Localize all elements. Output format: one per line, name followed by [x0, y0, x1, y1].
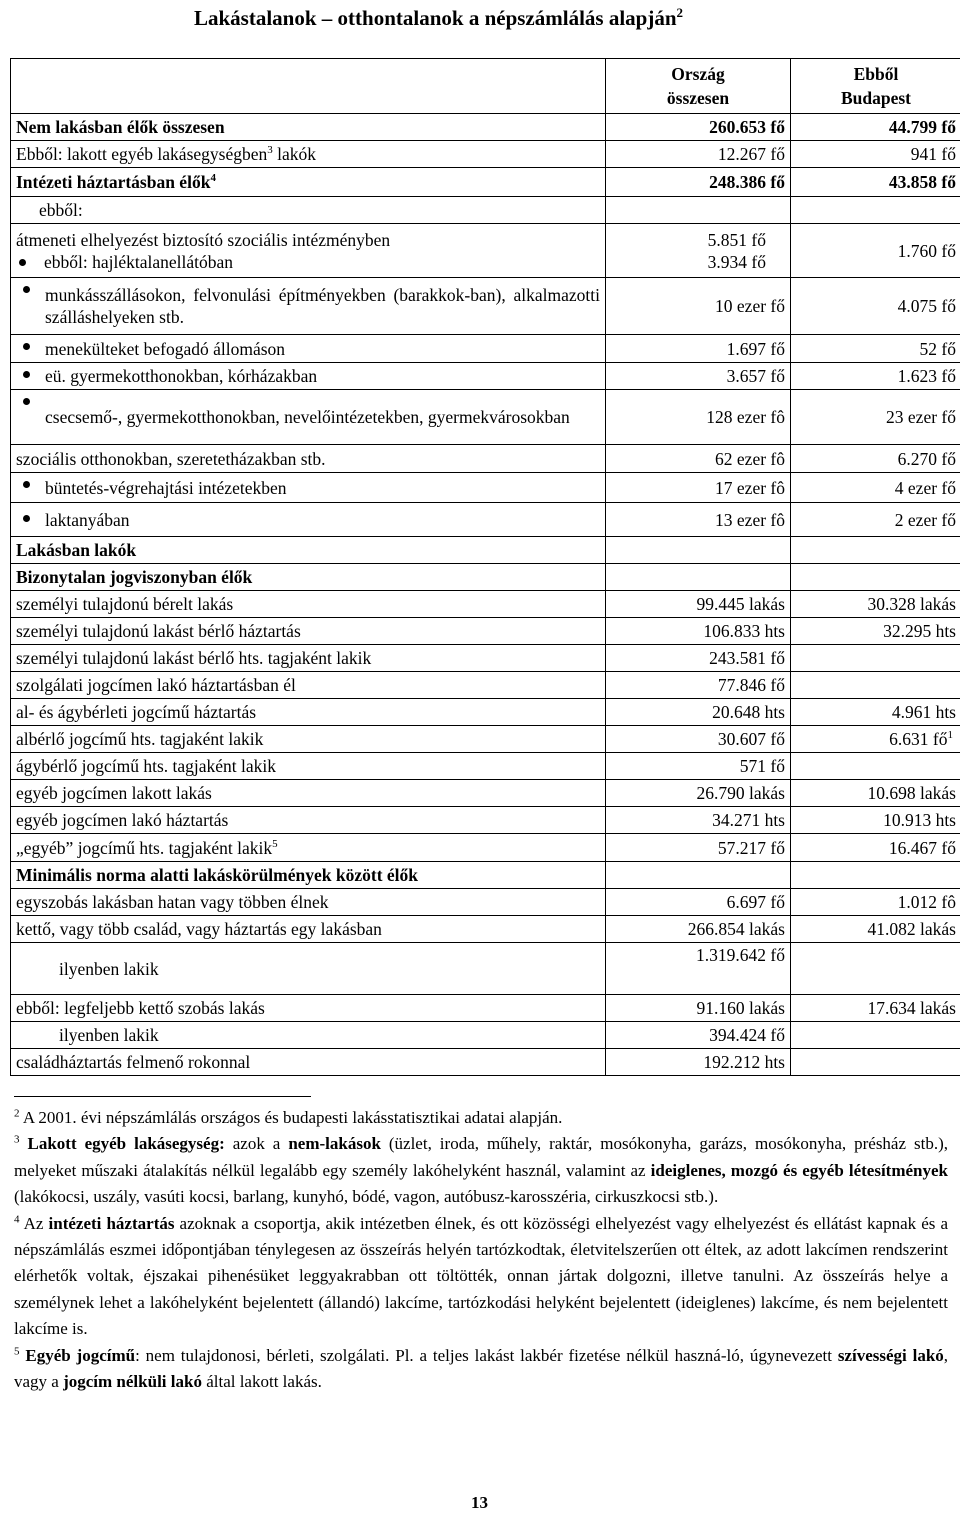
row-value-country: 62 ezer fô [606, 445, 791, 473]
table-header-row [11, 59, 960, 114]
section-heading: Minimális norma alatti lakáskörülmények között élők [11, 862, 606, 889]
row-label: személyi tulajdonú lakást bérlő hts. tagjaként lakik [11, 645, 606, 672]
bullet-icon [23, 398, 30, 405]
row-value-country: 20.648 hts [606, 699, 791, 726]
row-value-budapest: 23 ezer fő [791, 390, 960, 445]
table-row [11, 916, 960, 943]
bullet-icon [19, 259, 26, 266]
row-value-country: 5.851 fő 3.934 fő [606, 224, 791, 278]
row-label: ágybérlő jogcímű hts. tagjaként lakik [11, 753, 606, 780]
row-value-country: 128 ezer fô [606, 390, 791, 445]
row-label: ebből: [11, 197, 606, 224]
row-label: ilyenben lakik [11, 943, 606, 995]
footnote-separator [14, 1096, 311, 1097]
table-row [11, 1049, 960, 1076]
row-value-country: 106.833 hts [606, 618, 791, 645]
table-row [11, 780, 960, 807]
row-label: szociális otthonokban, szeretetházakban stb. [11, 445, 606, 473]
row-value-budapest [791, 645, 960, 672]
table-row [11, 834, 960, 862]
row-value-country: 91.160 lakás [606, 995, 791, 1022]
section-heading: Lakásban lakók [11, 537, 606, 564]
table-row [11, 1022, 960, 1049]
table-row [11, 753, 960, 780]
table-row [11, 591, 960, 618]
row-value-country: 26.790 lakás [606, 780, 791, 807]
row-value-country: 10 ezer fő [606, 278, 791, 335]
row-value-country: 57.217 fő [606, 834, 791, 862]
row-label: Nem lakásban élők összesen [11, 114, 606, 141]
row-value-country [606, 862, 791, 889]
page-number: 13 [471, 1493, 488, 1512]
table-row [11, 473, 960, 503]
row-value-budapest: 4.075 fő [791, 278, 960, 335]
section-heading: Bizonytalan jogviszonyban élők [11, 564, 606, 591]
row-label: laktanyában [11, 503, 606, 537]
row-value-budapest: 6.631 $fő^1$ [791, 726, 960, 753]
row-value-budapest [791, 753, 960, 780]
table-row [11, 645, 960, 672]
row-label: ilyenben lakik [11, 1022, 606, 1049]
header-budapest: Ebből Budapest [791, 59, 960, 114]
table-row [11, 943, 960, 995]
row-value-budapest: 941 fő [791, 141, 960, 168]
table-row [11, 618, 960, 645]
row-value-country: 99.445 lakás [606, 591, 791, 618]
row-value-country: 17 ezer fô [606, 473, 791, 503]
row-value-country: 13 ezer fô [606, 503, 791, 537]
header-label-cell [11, 59, 606, 114]
footnote-ref: 4 [210, 172, 216, 185]
row-value-country: 6.697 fő [606, 889, 791, 916]
row-value-budapest [791, 672, 960, 699]
table-row [11, 390, 960, 445]
table-row [11, 168, 960, 197]
row-value-budapest: 4 ezer fő [791, 473, 960, 503]
table-row [11, 197, 960, 224]
footnotes [14, 1105, 948, 1395]
table-row [11, 699, 960, 726]
row-label: személyi tulajdonú bérelt lakás [11, 591, 606, 618]
row-value-budapest: 41.082 lakás [791, 916, 960, 943]
row-label: kettő, vagy több család, vagy háztartás egy lakásban [11, 916, 606, 943]
row-value-budapest [791, 1049, 960, 1076]
row-value-budapest: 2 ezer fő [791, 503, 960, 537]
row-value-budapest [791, 943, 960, 995]
footnote-ref: 3 [267, 144, 273, 157]
table-section-row [11, 564, 960, 591]
table-row [11, 889, 960, 916]
row-label: „egyéb” jogcímű hts. tagjaként lakik$^5$ [11, 834, 606, 862]
row-value-budapest: 43.858 fő [791, 168, 960, 197]
table-row [11, 995, 960, 1022]
row-value-budapest [791, 862, 960, 889]
row-value-country: 260.653 fő [606, 114, 791, 141]
row-label: családháztartás felmenő rokonnal [11, 1049, 606, 1076]
row-label: Ebből: lakott egyéb lakásegységben$^3$ lakók [11, 141, 606, 168]
row-value-budapest: 52 fő [791, 335, 960, 363]
row-value-budapest [791, 1022, 960, 1049]
row-label: egyéb jogcímen lakó háztartás [11, 807, 606, 834]
row-value-budapest: 16.467 fő [791, 834, 960, 862]
row-value-budapest: 1.012 fô [791, 889, 960, 916]
bullet-icon [23, 371, 30, 378]
footnote-2: $^2$ A 2001. évi népszámlálás országos és budapesti lakásstatisztikai adatai alapján. [14, 1107, 563, 1127]
row-label: átmeneti elhelyezést biztosító szociális intézményben ebből: hajléktalanellátóban [11, 224, 606, 278]
footnote-4: $^4$ Az intézeti háztartás azoknak a csoportja, akik intézetben élnek, és ott közösségi elhelyezést vagy elhelyezést és ellátást kapnak és a népszámlálás eszmei időpontjában ténylegesen az összeírás helyén tartózkodtak, életvitelszerűen ott éltek, az adott lakcímen rendszerint elérhetők voltak, éjszakai pihenésüket leggyakrabban ott töltötték, onnan jártak dolgozni, illetve tanulni. Az összeírás helye a személynek lehet a lakóhelyként bejelentett (állandó) lakcíme, tartózkodási helyként bejelentett (ideiglenes) lakcíme, és nem bejelentett lakcíme is. [14, 1212, 948, 1339]
row-label: menekülteket befogadó állomáson [11, 335, 606, 363]
table-row [11, 503, 960, 537]
table-section-row [11, 862, 960, 889]
row-label: egyszobás lakásban hatan vagy többen élnek [11, 889, 606, 916]
table-row [11, 335, 960, 363]
footnote-3: $^3$ Lakott egyéb lakásegység: azok a nem-lakások (üzlet, iroda, műhely, raktár, mosókonyha, garázs, mosókonyha, présház stb.), melyeket műszaki átalakítás nélkül legalább egy személy lakóhelyként használ, valamint az ideiglenes, mozgó és egyéb létesítmények (lakókocsi, uszály, vasúti kocsi, barlang, kunyhó, bódé, vagon, autóbusz-karosszéria, cirkuszkocsi stb.). [14, 1133, 948, 1207]
page-title [194, 6, 683, 31]
statistics-table [10, 58, 960, 1076]
row-value-country: 30.607 fő [606, 726, 791, 753]
table-row [11, 278, 960, 335]
table-row [11, 726, 960, 753]
row-value-budapest: 10.698 lakás [791, 780, 960, 807]
row-label: büntetés-végrehajtási intézetekben [11, 473, 606, 503]
row-value-budapest: 4.961 hts [791, 699, 960, 726]
table-row [11, 672, 960, 699]
table-row [11, 363, 960, 390]
row-value-country: 248.386 fő [606, 168, 791, 197]
row-value-budapest: 1.760 fő [791, 224, 960, 278]
row-label: ebből: legfeljebb kettő szobás lakás [11, 995, 606, 1022]
row-label: személyi tulajdonú lakást bérlő háztartás [11, 618, 606, 645]
row-value-country: 243.581 fő [606, 645, 791, 672]
bullet-icon [23, 286, 30, 293]
bullet-icon [23, 515, 30, 522]
row-value-country [606, 197, 791, 224]
row-value-country: 12.267 fő [606, 141, 791, 168]
row-value-budapest: 6.270 fő [791, 445, 960, 473]
row-value-budapest: 17.634 lakás [791, 995, 960, 1022]
row-label: egyéb jogcímen lakott lakás [11, 780, 606, 807]
row-value-country: 3.657 fő [606, 363, 791, 390]
row-label: eü. gyermekotthonokban, kórházakban [11, 363, 606, 390]
row-value-country [606, 537, 791, 564]
table-row [11, 807, 960, 834]
row-value-country: 34.271 hts [606, 807, 791, 834]
table-row [11, 114, 960, 141]
footnote-5: $^5$ Egyéb jogcímű: nem tulajdonosi, bérleti, szolgálati. Pl. a teljes lakást lakbér fizetése nélkül haszná-ló, úgynevezett szívességi lakó, vagy a jogcím nélküli lakó által lakott lakás. [14, 1345, 949, 1392]
page-title-text: Lakástalanok – otthontalanok a népszámlálás alapján [194, 6, 677, 30]
row-label: munkásszállásokon, felvonulási építményekben (barakkok-ban), alkalmazotti szálláshelyeken stb. [11, 278, 606, 335]
bullet-icon [23, 481, 30, 488]
table-section-row [11, 537, 960, 564]
row-value-budapest: 30.328 lakás [791, 591, 960, 618]
row-value-budapest: 44.799 fő [791, 114, 960, 141]
row-value-country: 1.697 fő [606, 335, 791, 363]
row-value-country: 571 fő [606, 753, 791, 780]
row-value-country: 266.854 lakás [606, 916, 791, 943]
table-row [11, 445, 960, 473]
row-value-country [606, 564, 791, 591]
row-value-budapest: 32.295 hts [791, 618, 960, 645]
row-value-country: 77.846 fő [606, 672, 791, 699]
row-value-country: 394.424 fő [606, 1022, 791, 1049]
row-value-budapest [791, 564, 960, 591]
row-label: szolgálati jogcímen lakó háztartásban él [11, 672, 606, 699]
row-value-budapest: 1.623 fő [791, 363, 960, 390]
row-value-budapest [791, 537, 960, 564]
footnote-ref: 1 [947, 729, 953, 742]
row-value-budapest: 10.913 hts [791, 807, 960, 834]
bullet-icon [23, 343, 30, 350]
footnote-ref: 5 [272, 837, 278, 850]
page-title-footnote-ref: 2 [676, 5, 684, 20]
table-row [11, 224, 960, 278]
row-label: Intézeti háztartásban élők$^4$ [11, 168, 606, 197]
row-label: al- és ágybérleti jogcímű háztartás [11, 699, 606, 726]
row-value-budapest [791, 197, 960, 224]
row-label: albérlő jogcímű hts. tagjaként lakik [11, 726, 606, 753]
header-country-total: Ország összesen [606, 59, 791, 114]
row-value-country: 192.212 hts [606, 1049, 791, 1076]
row-value-country: 1.319.642 fő [606, 943, 791, 995]
row-label: csecsemő-, gyermekotthonokban, nevelőintézetekben, gyermekvárosokban [11, 390, 606, 445]
table-row [11, 141, 960, 168]
